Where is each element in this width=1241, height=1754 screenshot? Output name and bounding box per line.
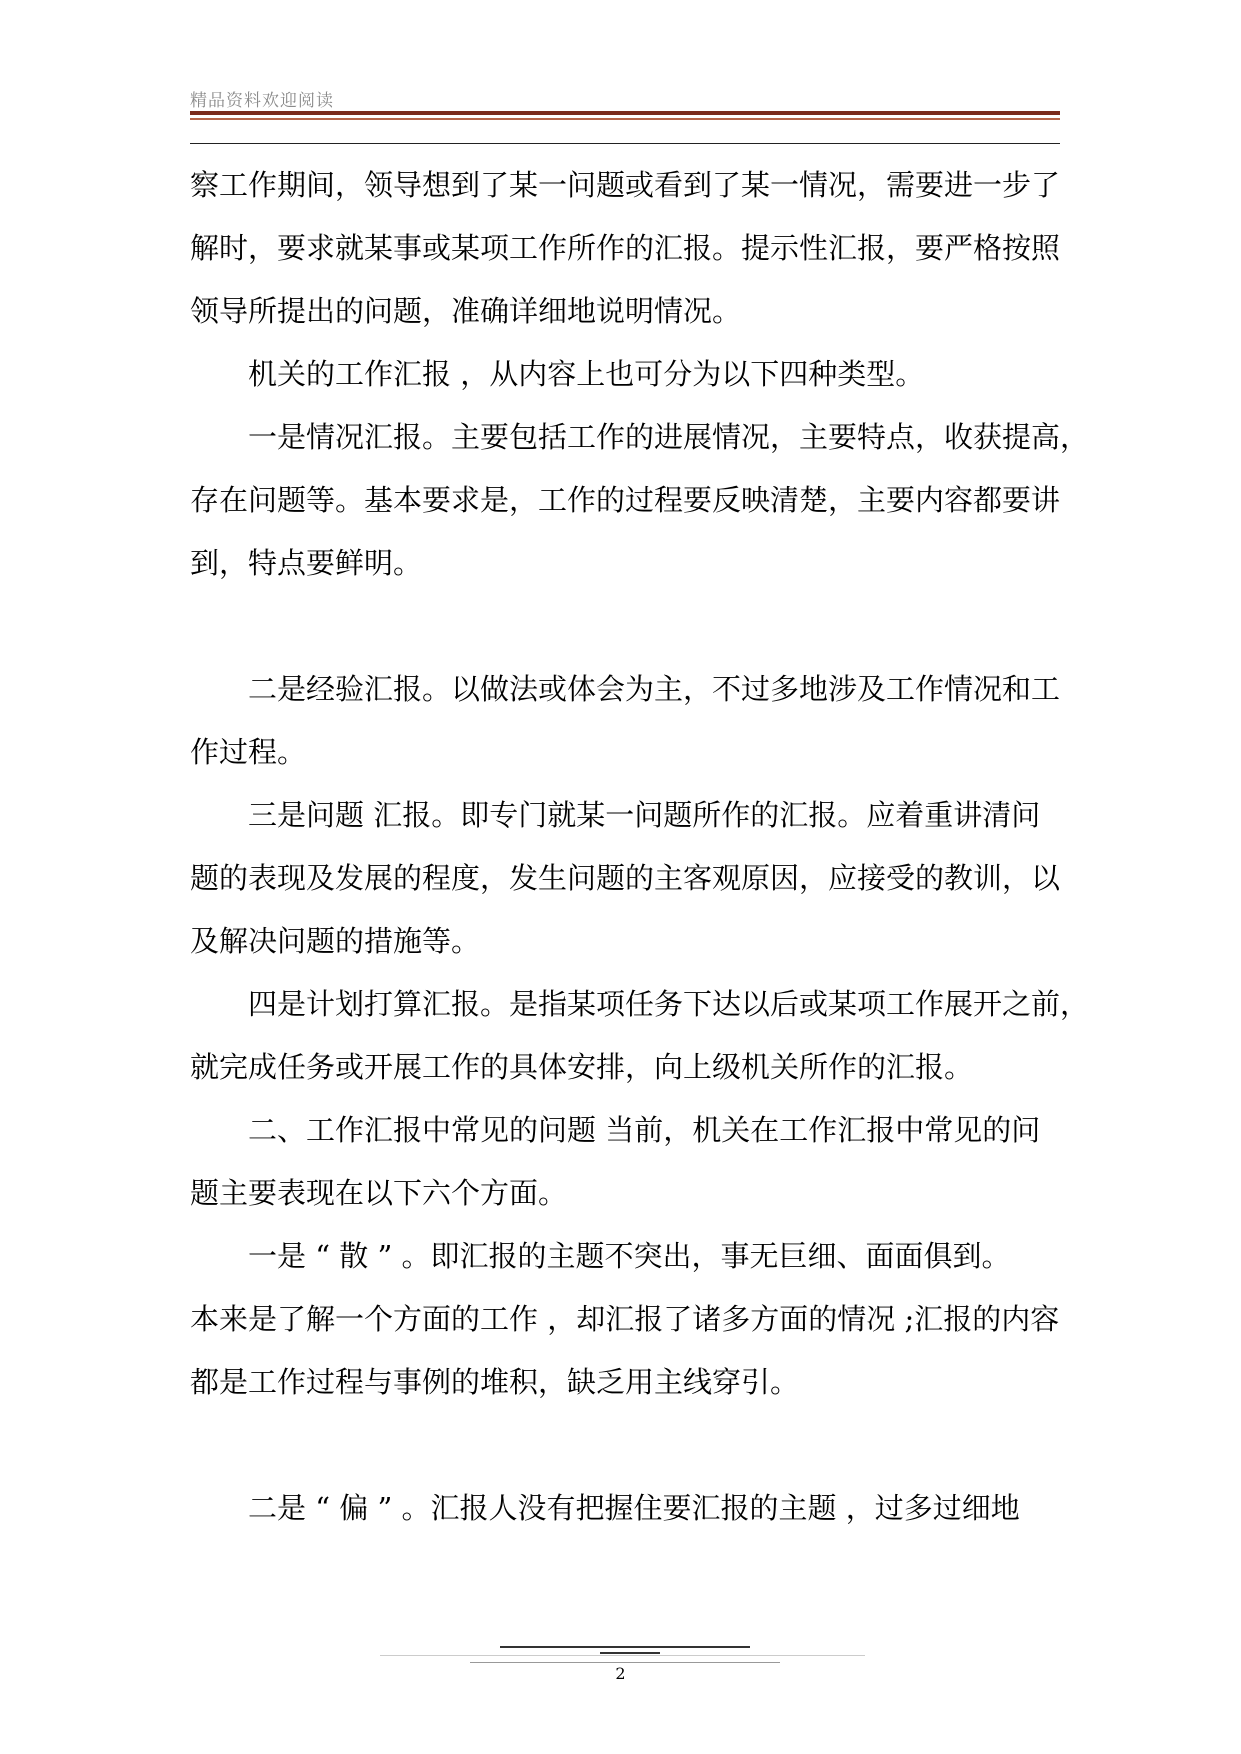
header-rule-thick [190, 111, 1060, 115]
footer-rule [470, 1662, 780, 1663]
paragraph-line: 一是情况汇报。主要包括工作的进展情况，主要特点，收获提高， [248, 420, 1090, 454]
footer-rule [500, 1646, 750, 1648]
paragraph-line: 四是计划打算汇报。是指某项任务下达以后或某项工作展开之前， [248, 987, 1090, 1021]
paragraph-line: 察工作期间，领导想到了某一问题或看到了某一情况，需要进一步了 [190, 168, 1061, 202]
paragraph-line: 存在问题等。基本要求是，工作的过程要反映清楚，主要内容都要讲 [190, 483, 1061, 517]
header-rule-black [190, 143, 1060, 144]
paragraph-line: 解时，要求就某事或某项工作所作的汇报。提示性汇报，要严格按照 [190, 231, 1061, 265]
page-header-title: 精品资料欢迎阅读 [190, 91, 334, 111]
paragraph-line: 题的表现及发展的程度，发生问题的主客观原因，应接受的教训，以 [190, 861, 1061, 895]
paragraph-line: 作过程。 [190, 735, 307, 769]
footer-rule [380, 1655, 865, 1656]
paragraph-line: 题主要表现在以下六个方面。 [190, 1176, 568, 1210]
blank-line [190, 595, 1090, 658]
footer-rule [600, 1652, 660, 1654]
paragraph-line: 都是工作过程与事例的堆积，缺乏用主线穿引。 [190, 1365, 800, 1399]
page-number: 2 [615, 1664, 626, 1683]
blank-line [190, 1414, 1090, 1477]
paragraph-line: 到，特点要鲜明。 [190, 546, 423, 580]
paragraph-line: 就完成任务或开展工作的具体安排，向上级机关所作的汇报。 [190, 1050, 974, 1084]
header-rule-thin [190, 118, 1060, 120]
paragraph-line: 二是经验汇报。以做法或体会为主，不过多地涉及工作情况和工 [248, 672, 1061, 706]
paragraph-line: 及解决问题的措施等。 [190, 924, 481, 958]
paragraph-line: 二、工作汇报中常见的问题 当前，机关在工作汇报中常见的问 [248, 1113, 1041, 1147]
paragraph-line: 机关的工作汇报 ，从内容上也可分为以下四种类型。 [248, 357, 925, 391]
paragraph-line: 二是 “ 偏 ” 。汇报人没有把握住要汇报的主题 ，过多过细地 [248, 1491, 1020, 1525]
document-body [190, 154, 1090, 1540]
paragraph-line: 三是问题 汇报。即专门就某一问题所作的汇报。应着重讲清问 [248, 798, 1041, 832]
paragraph-line: 领导所提出的问题，准确详细地说明情况。 [190, 294, 742, 328]
paragraph-line: 本来是了解一个方面的工作 ，却汇报了诸多方面的情况 ;汇报的内容 [190, 1302, 1060, 1336]
paragraph-line: 一是 “ 散 ” 。即汇报的主题不突出，事无巨细、面面俱到。 [248, 1239, 1011, 1273]
